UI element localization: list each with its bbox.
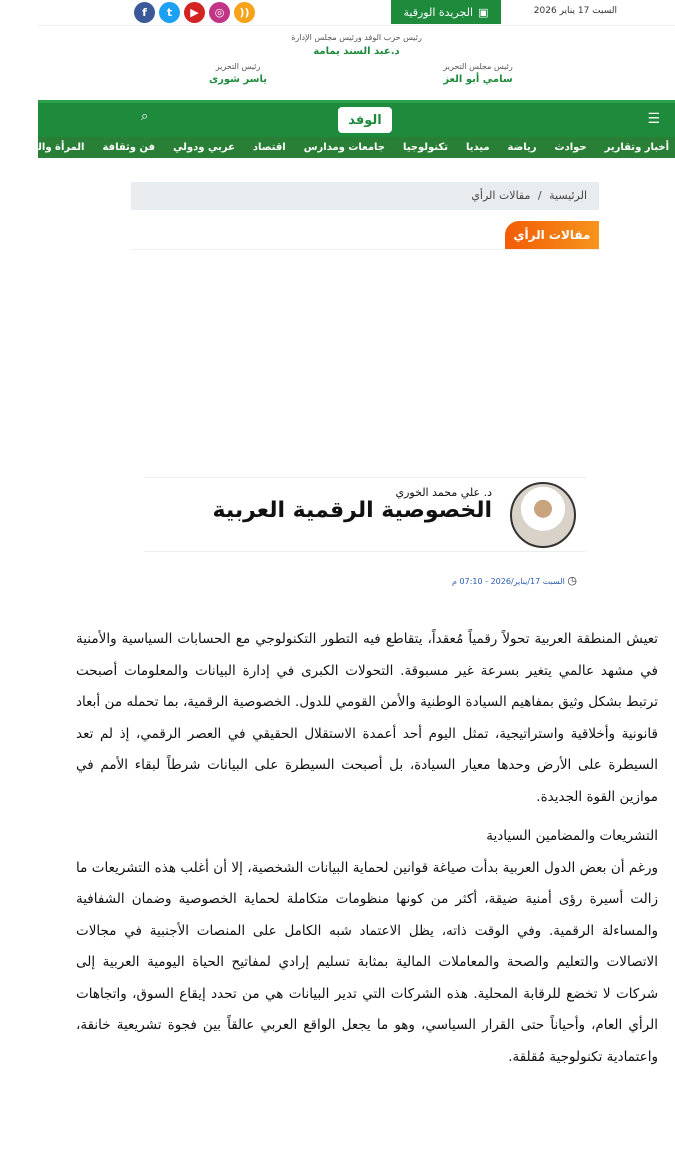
print-edition-button[interactable] [391, 0, 501, 24]
editor-name: ياسر شورى [208, 74, 268, 85]
category-link[interactable]: ميديا [465, 142, 490, 153]
publish-time [452, 574, 577, 587]
newspaper-icon: ▣ [478, 5, 489, 19]
category-link[interactable]: اقتصاد [252, 142, 286, 153]
youtube-icon[interactable]: ▶ [184, 2, 205, 23]
board-name: سامي أبو العز [443, 74, 513, 85]
author-name[interactable]: د. علي محمد الخوري [395, 486, 492, 499]
facebook-icon[interactable]: f [134, 2, 155, 23]
breadcrumb-current[interactable]: مقالات الرأي [471, 189, 531, 202]
masthead [38, 28, 675, 96]
breadcrumb-separator: / [537, 189, 542, 202]
category-link[interactable]: أخبار وتقارير [604, 142, 669, 153]
main-nav [0, 100, 675, 158]
category-link[interactable]: رياضة [507, 142, 537, 153]
top-bar [38, 0, 675, 26]
social-links [134, 2, 255, 23]
publish-time-text: السبت 17/يناير/2026 - 07:10 م [452, 577, 565, 586]
category-link[interactable]: فن وثقافة [102, 142, 156, 153]
chair-name: د.عبد السند يمامة [313, 46, 400, 57]
article-title: الخصوصية الرقمية العربية [212, 498, 492, 523]
breadcrumb [131, 182, 599, 210]
category-link[interactable]: تكنولوجيا [402, 142, 448, 153]
site-logo[interactable]: الوفد [338, 107, 392, 133]
category-link[interactable]: جامعات ومدارس [303, 142, 385, 153]
subheading: التشريعات والمضامين السيادية [486, 828, 658, 844]
author-avatar [510, 482, 576, 548]
board-title: رئيس مجلس التحرير [443, 62, 513, 71]
print-edition-label: الجريدة الورقية [403, 5, 474, 19]
search-icon[interactable]: ⌕ [141, 109, 149, 124]
editor-title: رئيس التحرير [215, 62, 261, 71]
paragraph: تعيش المنطقة العربية تحولاً رقمياً مُعقداً، يتقاطع فيه التطور التكنولوجي مع الحسابات السياسية والأمنية في مشهد عالمي يتغير بسرعة غير مسبوقة. التحولات الكبرى في إدارة البيانات والمعلومات أصبحت ترتبط بشكل وثيق بمفاهيم السيادة الوطنية والأمن القومي للدول. الخصوصية الرقمية، بما تحمله من أبعاد قانونية وأخلاقية واستراتيجية، تمثل اليوم أحد أعمدة الاستقلال الحقيقي في العصر الرقمي، إذ لم تعد السيطرة على الأرض وحدها معيار السيادة، بل أصبحت السيطرة على البيانات شرطاً لبقاء الأمم في موازين القوة الجديدة. [76, 631, 658, 805]
article-header [144, 477, 586, 552]
divider [131, 249, 599, 250]
breadcrumb-home[interactable]: الرئيسية [549, 189, 587, 202]
category-link[interactable]: المرأة والمنوعات [0, 142, 85, 153]
clock-icon: ◷ [567, 574, 577, 587]
article-body [76, 624, 658, 1073]
section-label: مقالات الرأي [505, 221, 599, 249]
instagram-icon[interactable]: ◎ [209, 2, 230, 23]
category-bar [0, 137, 675, 158]
twitter-icon[interactable]: t [159, 2, 180, 23]
paragraph: ورغم أن بعض الدول العربية بدأت صياغة قوانين لحماية البيانات الشخصية، إلا أن أغلب هذه التشريعات ما زالت أسيرة رؤى أمنية ضيقة، أكثر من كونها منظومات متكاملة لحماية الخصوصية وضمان الشفافية والمساءلة الرقمية. وفي الوقت ذاته، يظل الاعتماد شبه الكامل على المنصات الأجنبية في مجالات الاتصالات والتعليم والصحة والمعاملات المالية بمثابة تسليم إرادي لمفاتيح الحياة اليومية العربية إلى شركات لا تخضع للرقابة المحلية. هذه الشركات التي تدير البيانات هي من تحدد إيقاع السوق، واتجاهات الرأي العام، وأحياناً حتى القرار السياسي، وهو ما يجعل الواقع العربي عالقاً بين فجوة تشريعية خانقة، واعتمادية تكنولوجية مُقلقة. [76, 859, 658, 1065]
menu-icon[interactable]: ☰ [647, 111, 660, 127]
rss-icon[interactable]: )) [234, 2, 255, 23]
current-date: السبت 17 يناير 2026 [533, 6, 617, 16]
chair-title: رئيس حزب الوفد ورئيس مجلس الإدارة [291, 33, 422, 42]
category-link[interactable]: حوادث [554, 142, 587, 153]
category-link[interactable]: عربي ودولي [173, 142, 235, 153]
